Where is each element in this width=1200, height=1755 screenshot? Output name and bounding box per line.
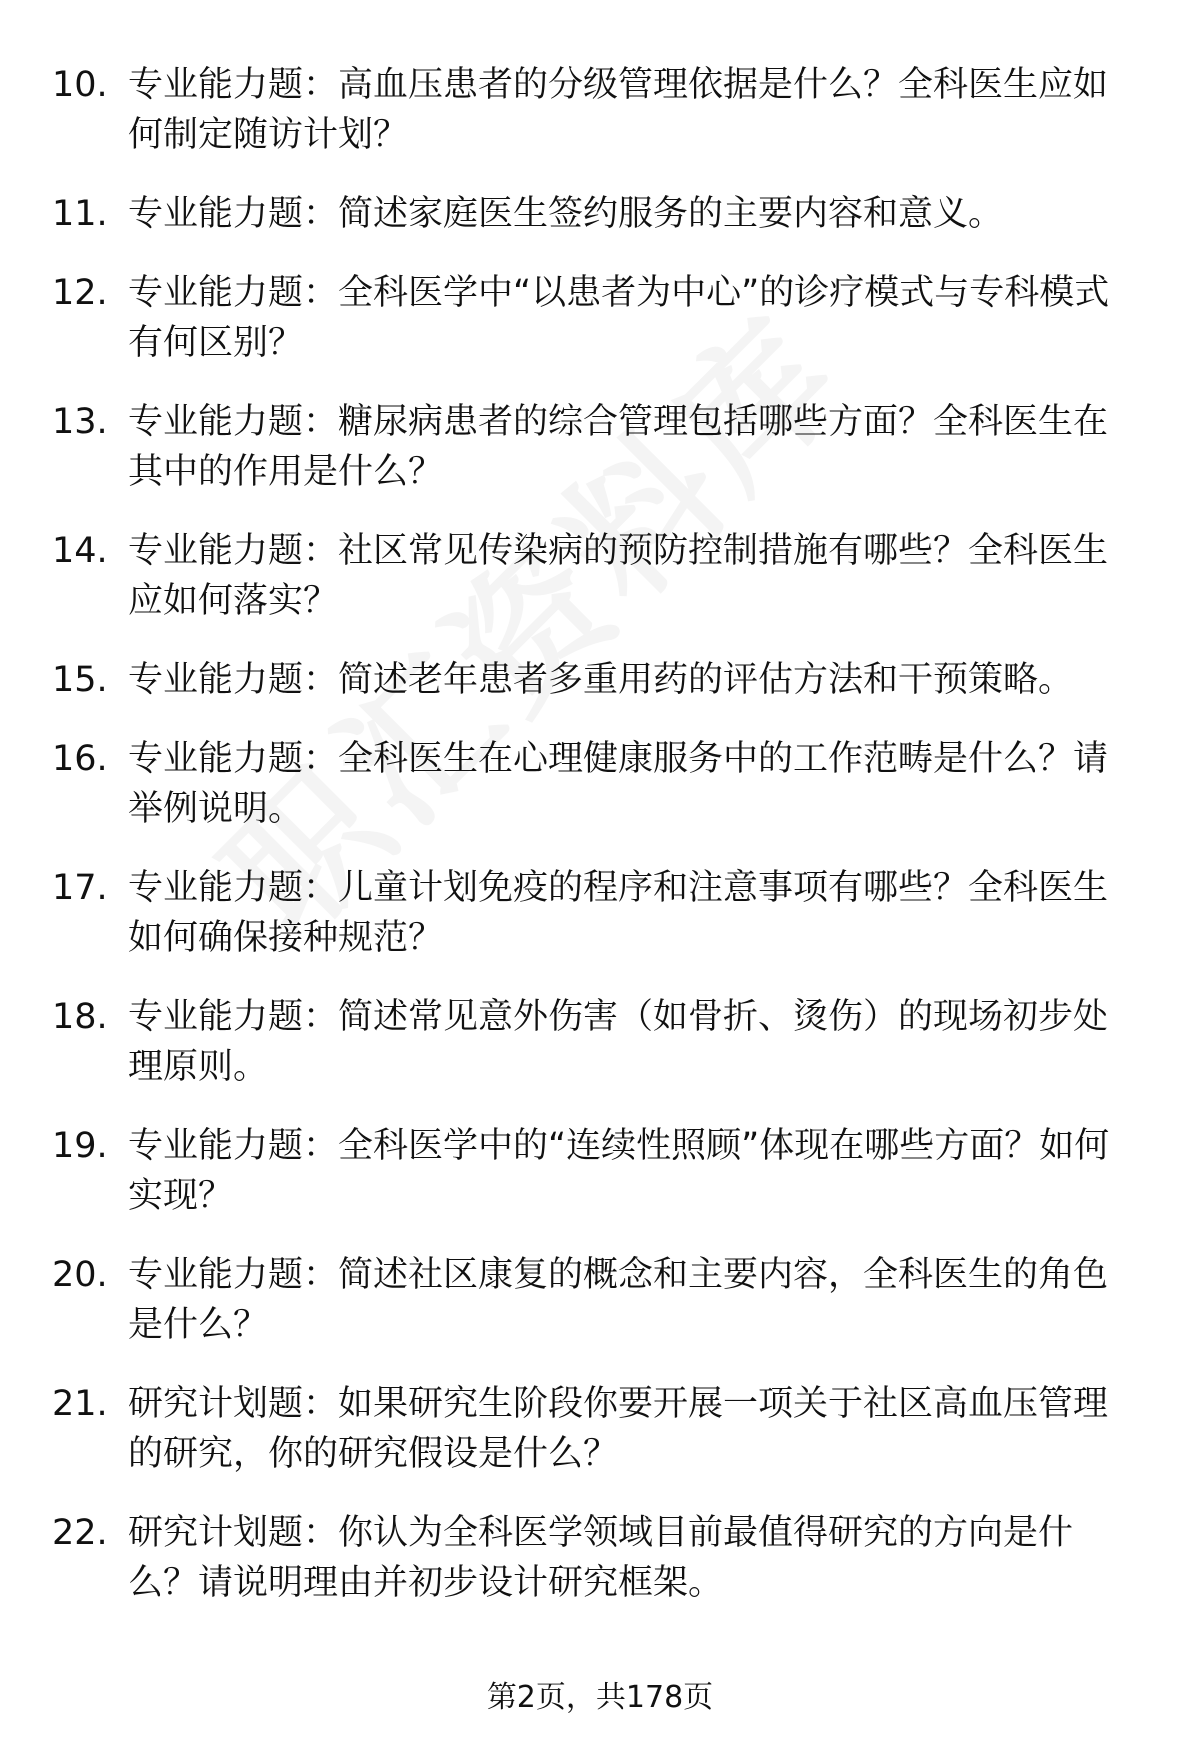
question-text: 专业能力题：简述常见意外伤害（如骨折、烫伤）的现场初步处理原则。 [128,997,1109,1087]
question-number: 10. [52,65,108,105]
question-text: 专业能力题：简述家庭医生签约服务的主要内容和意义。 [128,194,1004,234]
question-list [0,60,1200,1637]
question-item [0,655,1200,705]
question-text: 专业能力题：全科医学中“以患者为中心”的诊疗模式与专科模式有何区别？ [128,273,1110,363]
question-item [0,526,1200,626]
question-number: 20. [52,1255,108,1295]
question-number: 11. [52,194,108,234]
question-number: 18. [52,997,108,1037]
question-item [0,268,1200,368]
question-text: 研究计划题：你认为全科医学领域目前最值得研究的方向是什么？请说明理由并初步设计研究框架。 [128,1513,1074,1603]
question-item [0,863,1200,963]
question-item [0,992,1200,1092]
question-item [0,1508,1200,1608]
question-number: 16. [52,739,108,779]
question-number: 17. [52,868,108,908]
question-text: 专业能力题：全科医生在心理健康服务中的工作范畴是什么？请举例说明。 [128,739,1109,829]
question-item [0,1379,1200,1479]
question-item [0,734,1200,834]
question-text: 专业能力题：儿童计划免疫的程序和注意事项有哪些？全科医生如何确保接种规范？ [128,868,1109,958]
question-number: 14. [52,531,108,571]
question-item [0,1121,1200,1221]
question-number: 13. [52,402,108,442]
question-number: 21. [52,1384,108,1424]
question-number: 19. [52,1126,108,1166]
question-text: 研究计划题：如果研究生阶段你要开展一项关于社区高血压管理的研究，你的研究假设是什么？ [128,1384,1109,1474]
question-text: 专业能力题：糖尿病患者的综合管理包括哪些方面？全科医生在其中的作用是什么？ [128,402,1109,492]
question-item [0,189,1200,239]
page-footer: 第2页，共178页 [486,1680,714,1715]
question-text: 专业能力题：简述老年患者多重用药的评估方法和干预策略。 [128,660,1074,700]
question-text: 专业能力题：简述社区康复的概念和主要内容，全科医生的角色是什么？ [128,1255,1109,1345]
question-item [0,60,1200,160]
question-text: 专业能力题：高血压患者的分级管理依据是什么？全科医生应如何制定随访计划？ [128,65,1109,155]
question-number: 15. [52,660,108,700]
question-item [0,397,1200,497]
question-number: 12. [52,273,108,313]
question-item [0,1250,1200,1350]
question-text: 专业能力题：全科医学中的“连续性照顾”体现在哪些方面？如何实现？ [128,1126,1110,1216]
question-text: 专业能力题：社区常见传染病的预防控制措施有哪些？全科医生应如何落实？ [128,531,1109,621]
question-number: 22. [52,1513,108,1553]
